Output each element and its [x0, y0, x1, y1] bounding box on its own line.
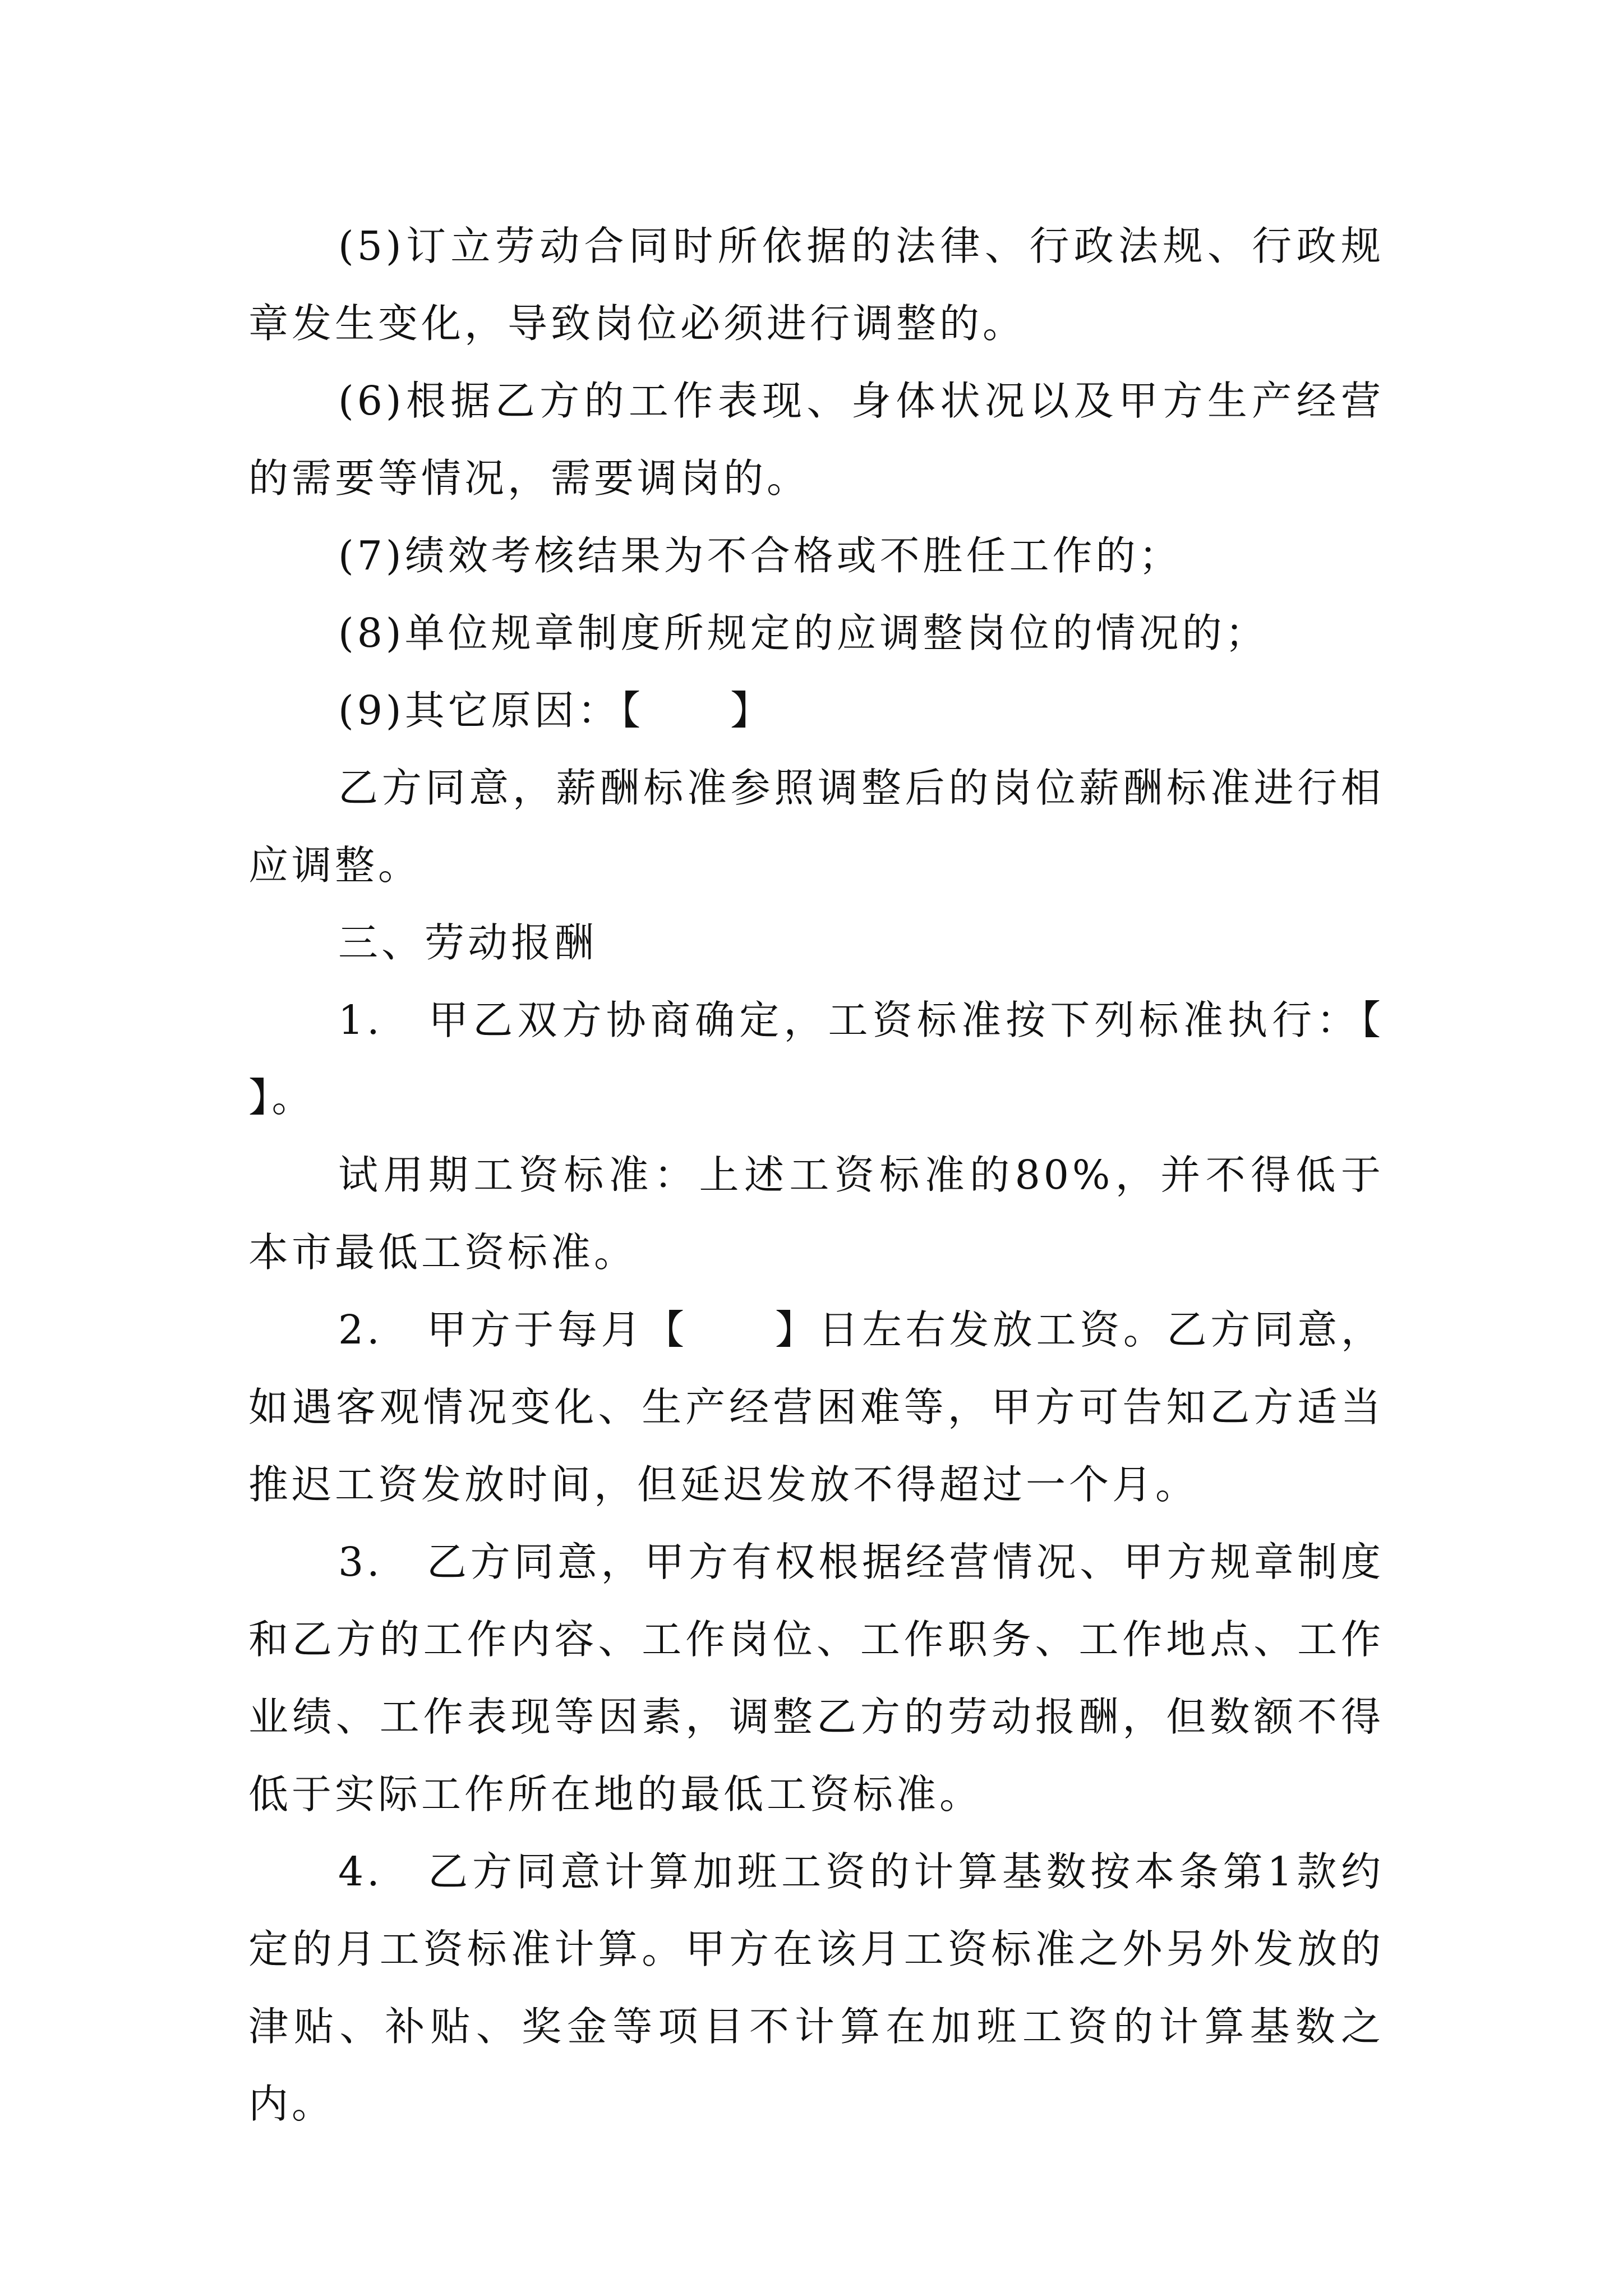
document-body — [248, 208, 1471, 2143]
clause-9-paragraph: (9)其它原因：【 】 — [338, 687, 774, 734]
clause-7-paragraph: (7)绩效考核结果为不合格或不胜任工作的； — [338, 532, 1182, 579]
wage-item-2-paragraph: 2. 甲方于每月【 】日左右发放工资。乙方同意，如遇客观情况变化、生产经营困难等，甲方可告知乙方适当推迟工资发放时间，但延迟发放不得超过一个月。 — [248, 1306, 1384, 1508]
probation-wage-paragraph: 试用期工资标准：上述工资标准的80%，并不得低于本市最低工资标准。 — [248, 1152, 1384, 1276]
clause-5-paragraph: (5)订立劳动合同时所依据的法律、行政法规、行政规章发生变化，导致岗位必须进行调整的。 — [248, 223, 1384, 347]
salary-adjustment-paragraph: 乙方同意，薪酬标准参照调整后的岗位薪酬标准进行相应调整。 — [248, 765, 1384, 889]
section-heading: 三、劳动报酬 — [338, 919, 598, 966]
wage-item-1-paragraph: 1. 甲乙双方协商确定，工资标准按下列标准执行：【 】。 — [248, 997, 1471, 1121]
clause-8-paragraph: (8)单位规章制度所规定的应调整岗位的情况的； — [338, 610, 1269, 656]
clause-6-paragraph: (6)根据乙方的工作表现、身体状况以及甲方生产经营的需要等情况，需要调岗的。 — [248, 378, 1384, 501]
wage-item-3-paragraph: 3. 乙方同意，甲方有权根据经营情况、甲方规章制度和乙方的工作内容、工作岗位、工作职务、工作地点、工作业绩、工作表现等因素，调整乙方的劳动报酬，但数额不得低于实际工作所在地的最低工资标准。 — [248, 1539, 1384, 1818]
wage-item-4-paragraph: 4. 乙方同意计算加班工资的计算基数按本条第1款约定的月工资标准计算。甲方在该月工资标准之外另外发放的津贴、补贴、奖金等项目不计算在加班工资的计算基数之内。 — [248, 1848, 1384, 2127]
